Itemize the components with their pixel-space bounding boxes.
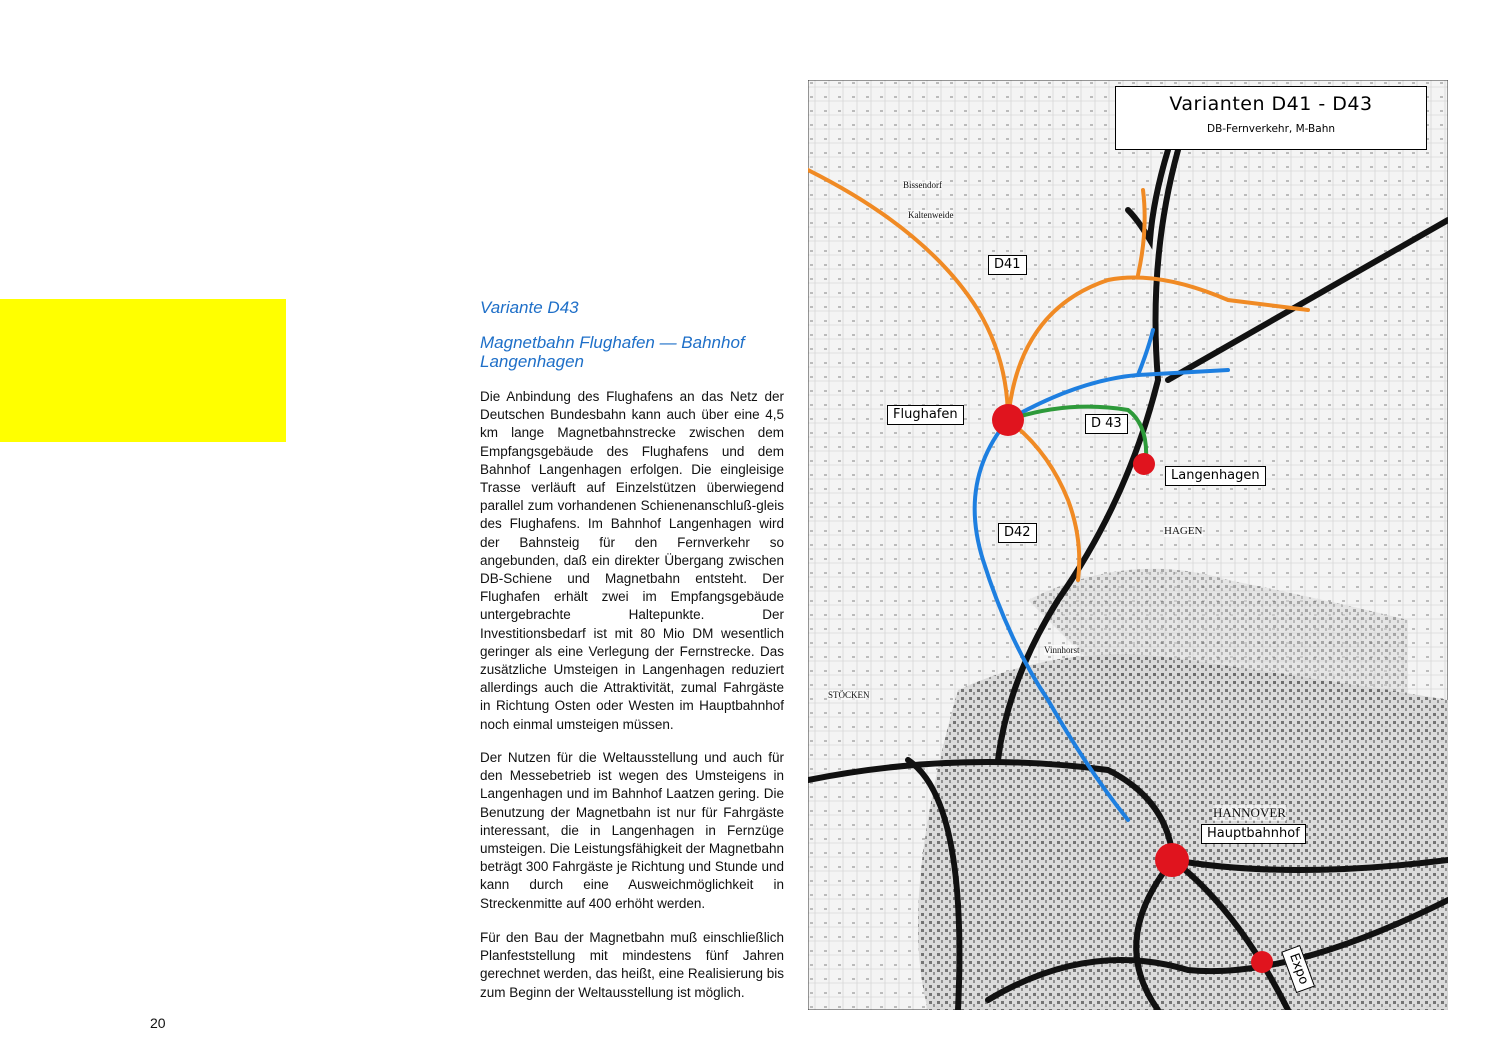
map-subtitle: DB-Fernverkehr, M-Bahn xyxy=(1206,123,1335,135)
town-hannover: HANNOVER xyxy=(1213,805,1286,820)
station-hauptbahnhof xyxy=(1155,843,1189,877)
town-vinnhorst: Vinnhorst xyxy=(1044,645,1080,655)
town-kaltenweide: Kaltenweide xyxy=(908,210,954,220)
map-title-box xyxy=(1115,86,1427,150)
page-number: 20 xyxy=(150,1015,166,1031)
label-hauptbahnhof: Hauptbahnhof xyxy=(1201,824,1306,844)
map-title: Varianten D41 - D43 xyxy=(1169,93,1373,115)
label-langenhagen: Langenhagen xyxy=(1165,466,1266,486)
station-flughafen xyxy=(992,404,1024,436)
town-stoecken: STÖCKEN xyxy=(828,690,870,700)
town-hagen: HAGEN xyxy=(1164,525,1203,537)
label-flughafen: Flughafen xyxy=(887,405,964,425)
route-map-graphic xyxy=(808,80,1448,1010)
station-expo xyxy=(1251,951,1273,973)
body-paragraph: Für den Bau der Magnetbahn muß einschließlich Planfeststellung mit mindestens fünf Jahren gerechnet werden, das heißt, eine Realisierung bis zum Beginn der Weltausstellung ist möglich. xyxy=(480,930,784,1000)
section-subtitle: Magnetbahn Flughafen — Bahnhof Langenhagen xyxy=(480,333,745,371)
label-expo: Expo xyxy=(1281,945,1315,993)
station-langenhagen xyxy=(1133,453,1155,475)
label-d41: D41 xyxy=(988,255,1027,275)
body-paragraph: Der Nutzen für die Weltausstellung und auch für den Messebetrieb ist wegen des Umsteigens in Langenhagen und im Bahnhof Laatzen gering. Die Benutzung der Magnetbahn ist nur für Fahrgäste interessant, die in Langenhagen in Fernzüge umsteigen. Die Leistungsfähigkeit der Magnetbahn beträgt 300 Fahrgäste je Richtung und Stunde und kann durch eine Ausweichmöglichkeit in Streckenmitte auf 400 erhöht werden. xyxy=(480,750,784,911)
route-map xyxy=(808,80,1448,1010)
body-paragraph: Die Anbindung des Flughafens an das Netz der Deutschen Bundesbahn kann auch über eine 4,5 km lange Magnetbahnstrecke zwischen dem Empfangsgebäude des Flughafens und dem Bahnhof Langenhagen erfolgen. Die eingleisige Trasse verläuft auf Einzelstützen überwiegend parallel zum vorhandenen Schienenanschluß-gleis des Flughafens. Im Bahnhof Langenhagen wird der Bahnsteig für den Fernverkehr so angebunden, daß ein direkter Übergang zwischen DB-Schiene und Magnetbahn entsteht. Der Flughafen erhält zwei im Empfangsgebäude untergebrachte Haltepunkte. Der Investitionsbedarf ist mit 80 Mio DM wesentlich geringer als eine Verlegung der Fernstrecke. Das zusätzliche Umsteigen in Langenhagen reduziert allerdings auch die Attraktivität, zumal Fahrgäste in Richtung Osten oder Westen im Hauptbahnhof noch einmal umsteigen müssen. xyxy=(480,389,784,732)
section-title: Variante D43 xyxy=(480,298,579,317)
label-d42: D42 xyxy=(998,523,1037,543)
label-d43: D 43 xyxy=(1085,414,1128,434)
yellow-accent-block xyxy=(0,299,286,442)
town-bissendorf: Bissendorf xyxy=(903,180,942,190)
